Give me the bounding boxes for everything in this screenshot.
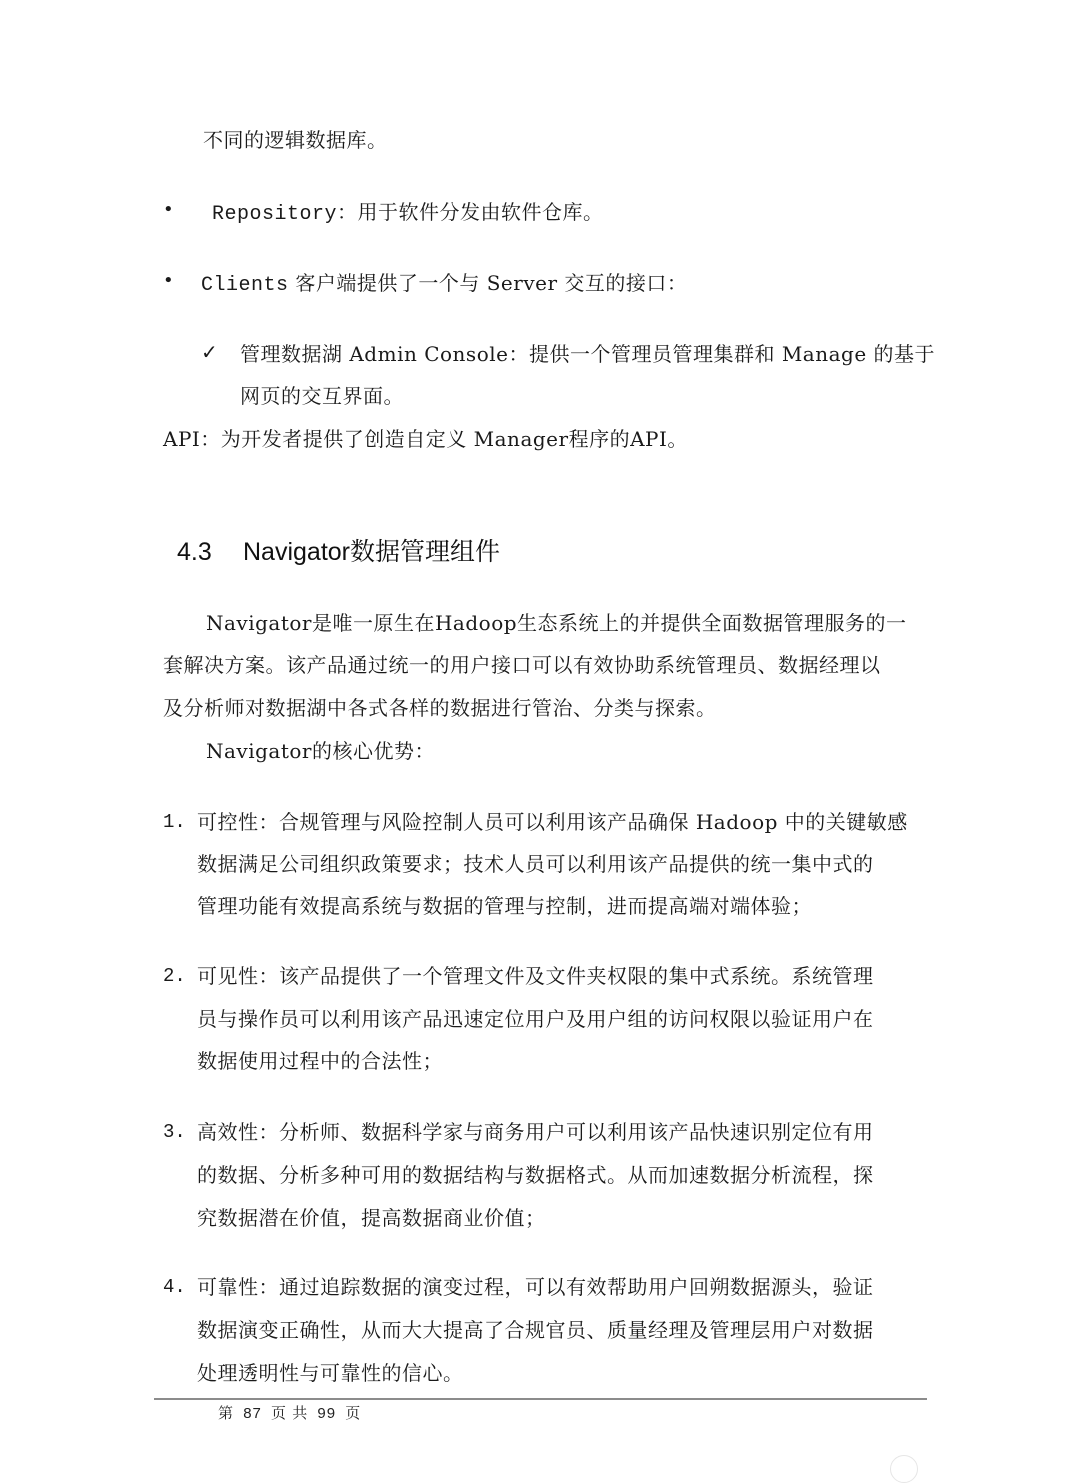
bullet-text: 客户端提供了一个与 Server 交互的接口： [288, 271, 688, 295]
advantage-1-line-1: 可控性：合规管理与风险控制人员可以利用该产品确保 Hadoop 中的关键敏感 [197, 810, 908, 834]
continuation-text: 不同的逻辑数据库。 [203, 128, 388, 152]
bullet-text: ：用于软件分发由软件仓库。 [337, 200, 604, 224]
advantage-2-line-2: 员与操作员可以利用该产品迅速定位用户及用户组的访问权限以验证用户在 [197, 1007, 874, 1031]
total-pages-number: 99 [317, 1405, 337, 1422]
intro-paragraph-line-1: Navigator是唯一原生在Hadoop生态系统上的并提供全面数据管理服务的一 [206, 611, 907, 635]
intro-paragraph-line-3: 及分析师对数据湖中各式各样的数据进行管治、分类与探索。 [163, 696, 717, 720]
advantage-1-line-3: 管理功能有效提高系统与数据的管理与控制，进而提高端对端体验； [197, 894, 812, 918]
bullet-term: Clients [201, 274, 289, 297]
advantage-3-line-3: 究数据潜在价值，提高数据商业价值； [197, 1206, 546, 1230]
footer-divider [154, 1398, 927, 1400]
bullet-marker: • [163, 199, 174, 220]
section-heading [177, 537, 500, 567]
advantages-intro: Navigator的核心优势： [206, 739, 435, 763]
current-page-number: 87 [243, 1405, 262, 1422]
advantage-2-line-1: 可见性：该产品提供了一个管理文件及文件夹权限的集中式系统。系统管理 [197, 964, 874, 988]
check-item-line-2: 网页的交互界面。 [240, 384, 404, 408]
advantage-3-line-2: 的数据、分析多种可用的数据结构与数据格式。从而加速数据分析流程，探 [197, 1163, 874, 1187]
bullet-marker: • [163, 270, 174, 291]
advantage-4-line-2: 数据演变正确性，从而大大提高了合规官员、质量经理及管理层用户对数据 [197, 1318, 874, 1342]
advantage-4-line-3: 处理透明性与可靠性的信心。 [197, 1361, 464, 1385]
checkmark-icon: ✓ [201, 340, 218, 364]
bullet-item-repository [212, 200, 604, 227]
footer-middle: 页 共 [271, 1405, 309, 1422]
intro-paragraph-line-2: 套解决方案。该产品通过统一的用户接口可以有效协助系统管理员、数据经理以 [163, 653, 881, 677]
bullet-item-clients [201, 271, 687, 298]
footer-prefix: 第 [218, 1405, 235, 1422]
advantage-1-line-2: 数据满足公司组织政策要求；技术人员可以利用该产品提供的统一集中式的 [197, 852, 874, 876]
section-number: 4.3 [177, 538, 212, 566]
check-item-line-1: 管理数据湖 Admin Console：提供一个管理员管理集群和 Manage 的基于 [240, 342, 936, 366]
advantage-2-line-3: 数据使用过程中的合法性； [197, 1049, 443, 1073]
footer-suffix: 页 [345, 1405, 362, 1422]
list-number: 4. [163, 1276, 186, 1298]
section-title: Navigator数据管理组件 [243, 538, 500, 566]
advantage-3-line-1: 高效性：分析师、数据科学家与商务用户可以利用该产品快速识别定位有用 [197, 1120, 874, 1144]
list-number: 2. [163, 965, 186, 987]
list-number: 3. [163, 1121, 186, 1143]
list-number: 1. [163, 811, 186, 833]
page-footer [218, 1402, 361, 1423]
advantage-4-line-1: 可靠性：通过追踪数据的演变过程，可以有效帮助用户回朔数据源头，验证 [197, 1275, 874, 1299]
bullet-term: Repository [212, 203, 338, 226]
corner-watermark-icon [890, 1455, 918, 1483]
api-line: API：为开发者提供了创造自定义 Manager程序的API。 [163, 427, 688, 451]
